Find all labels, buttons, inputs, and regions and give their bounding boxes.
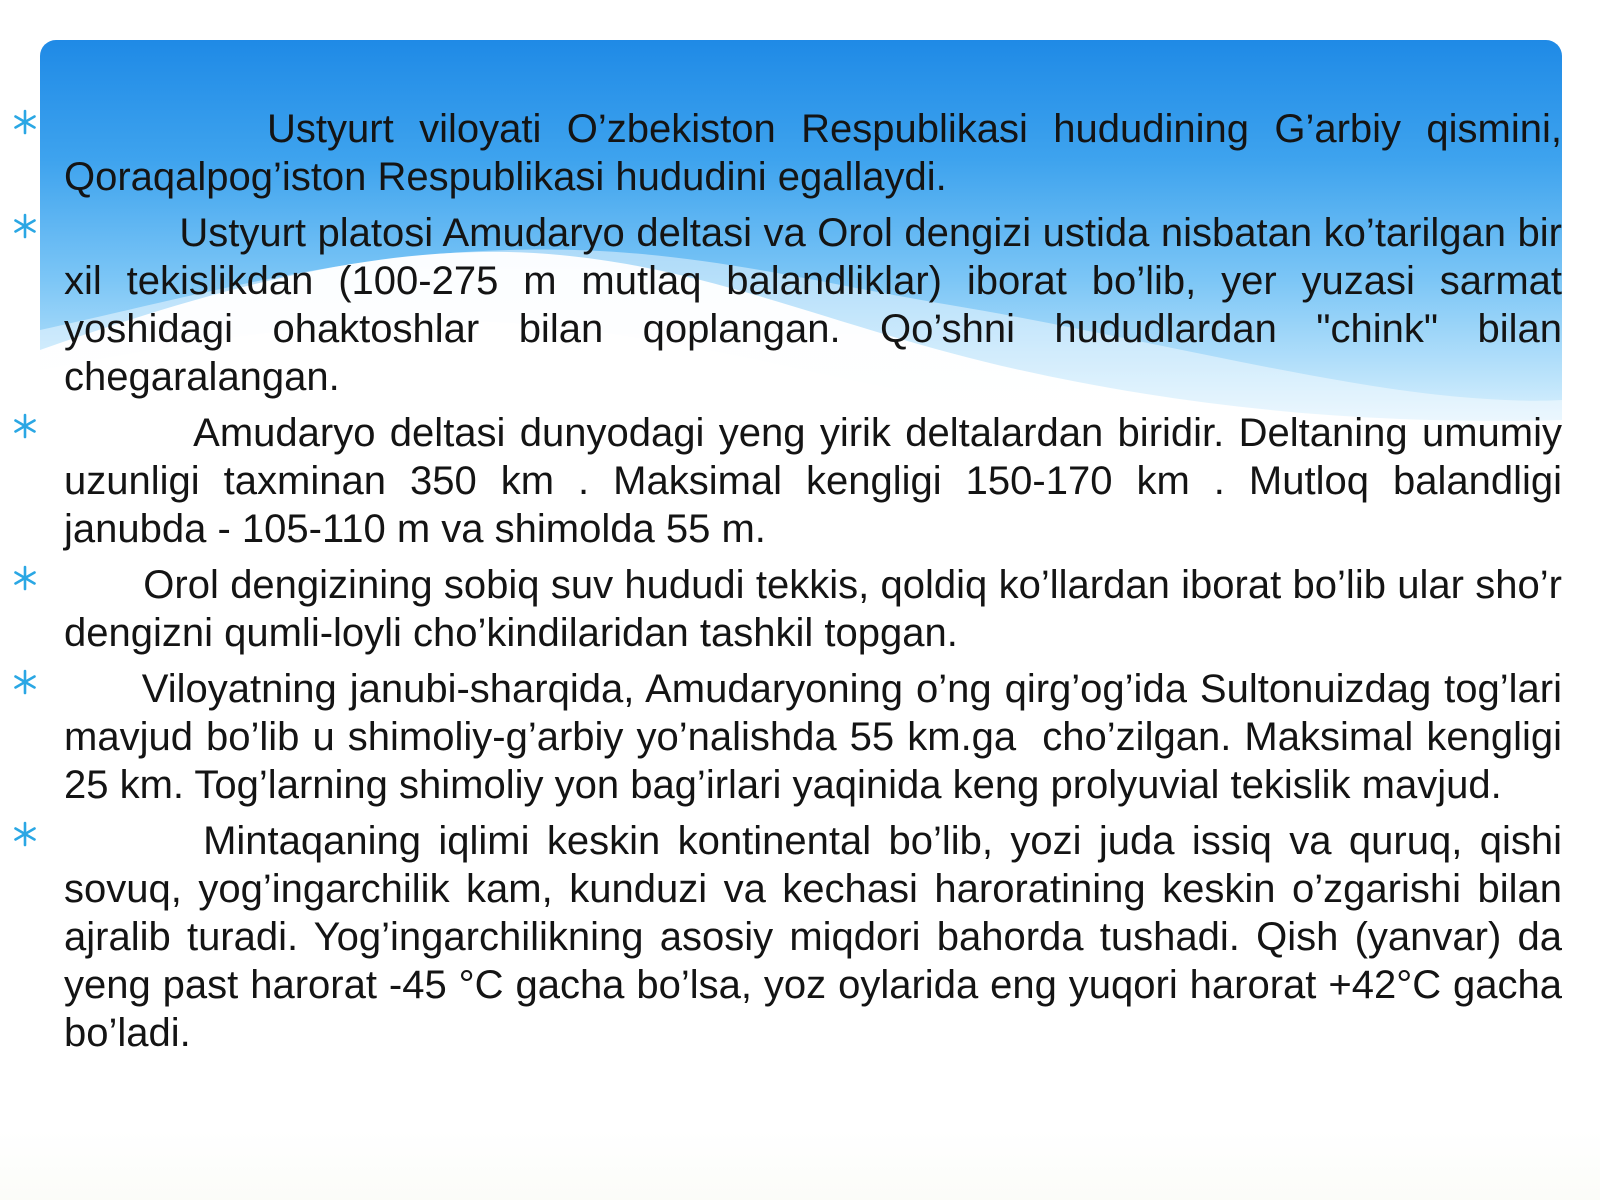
- asterisk-bullet-icon: [12, 413, 38, 439]
- paragraph-text: Amudaryo deltasi dunyodagi yeng yirik deltalardan biridir. Deltaning umumiy uzunligi taxminan 350 km . Maksimal kengligi 150-170 km . Mutloq balandligi janubda - 105-110 m va shimolda 55 m.: [64, 411, 1574, 551]
- asterisk-bullet-icon: [12, 669, 38, 695]
- bullet-item: [0, 665, 1600, 809]
- bullet-item: [0, 105, 1600, 201]
- bullet-item: [0, 561, 1600, 657]
- bullet-item: [0, 817, 1600, 1057]
- bottom-decoration: [0, 1130, 1600, 1200]
- paragraph-text: Orol dengizining sobiq suv hududi tekkis, qoldiq ko’llardan iborat bo’lib ular sho’r dengizni qumli-loyli cho’kindilaridan tashkil topgan.: [64, 563, 1574, 655]
- paragraph-text: Ustyurt viloyati O’zbekiston Respublikasi hududining G’arbiy qismini, Qoraqalpog’iston Respublikasi hududini egallaydi.: [64, 107, 1574, 199]
- asterisk-bullet-icon: [12, 213, 38, 239]
- paragraph-text: Ustyurt platosi Amudaryo deltasi va Orol dengizi ustida nisbatan ko’tarilgan bir xil tekislikdan (100-275 m mutlaq balandliklar) iborat bo’lib, yer yuzasi sarmat yoshidagi ohaktoshlar bilan qoplangan. Qo’shni hududlardan "chink" bilan chegaralangan.: [64, 211, 1574, 399]
- asterisk-bullet-icon: [12, 109, 38, 135]
- paragraph-text: Mintaqaning iqlimi keskin kontinental bo’lib, yozi juda issiq va quruq, qishi sovuq, yog’ingarchilik kam, kunduzi va kechasi haroratining keskin o’zgarishi bilan ajralib turadi. Yog’ingarchilikning asosiy miqdori bahorda tushadi. Qish (yanvar) da yeng past harorat -45 °C gacha bo’lsa, yoz oylarida eng yuqori harorat +42°C gacha bo’ladi.: [64, 819, 1574, 1055]
- paragraph-text: Viloyatning janubi-sharqida, Amudaryoning o’ng qirg’og’ida Sultonuizdag tog’lari mavjud bo’lib u shimoliy-g’arbiy yo’nalishda 55 km.ga cho’zilgan. Maksimal kengligi 25 km. Tog’larning shimoliy yon bag’irlari yaqinida keng prolyuvial tekislik mavjud.: [64, 667, 1574, 807]
- bullet-item: [0, 409, 1600, 553]
- asterisk-bullet-icon: [12, 821, 38, 847]
- asterisk-bullet-icon: [12, 565, 38, 591]
- bullet-list: [0, 105, 1600, 1065]
- bullet-item: [0, 209, 1600, 401]
